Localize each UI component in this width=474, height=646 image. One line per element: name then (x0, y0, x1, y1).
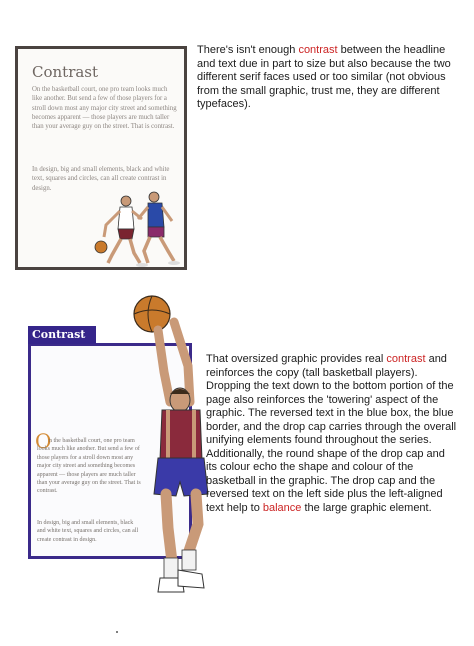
example1-body-paragraph-1: On the basketball court, one pro team looks much like another. But send a few of those players for a stroll down most any major city street and something becomes apparent — those players are much taller than your average guy on the street. That is contrast. (32, 86, 177, 131)
example2-caption (206, 353, 458, 515)
basketball-players-illustration (88, 189, 188, 269)
caption1-text-2: between the headline and text due in part to size but also because the two different serif faces used or too similar (not obvious from the small graphic, trust me, they are different typefaces). (197, 44, 451, 110)
drop-cap: O (35, 429, 52, 453)
caption2-highlight-balance: balance (262, 501, 302, 514)
example2-para1-text: n the basketball court, one pro team looks much like another. But send a few of those players for a stroll down most any major city street and something becomes apparent — those players are much taller than your average guy on the street. That is contrast. (37, 438, 141, 495)
caption1-highlight-contrast: contrast (298, 44, 338, 56)
caption2-highlight-contrast: contrast (386, 353, 426, 365)
speck (116, 631, 118, 633)
example1-card (15, 46, 187, 270)
example2-body-paragraph-2: In design, big and small elements, black and white text, squares and circles, can all create contrast in design. (37, 520, 139, 543)
example1-caption (197, 44, 459, 112)
example1-heading: Contrast (32, 63, 99, 81)
caption2-text-2: and reinforces the copy (tall basketball players). Dropping the text down to the bottom portion of the page also reinforces the 'towering' aspect of the graphic. The reversed text in the blue box, the blue border, and the drop cap carries through the overall unifying elements found throughout the series. Additionally, the round shape of the drop cap and its colour echo the shape and colour of the basketball in the graphic. The drop cap and the reversed text on the left side plus the left-aligned text help to (206, 353, 457, 514)
caption2-text-3: the large graphic element. (301, 501, 432, 514)
caption2-text-1: That oversized graphic provides real (206, 353, 387, 365)
caption1-text-1: There's isn't enough (197, 44, 299, 56)
example2-heading-box: Contrast (28, 326, 96, 344)
example1-body-paragraph-2: In design, big and small elements, black and white text, squares and circles, can all create contrast in design. (32, 166, 170, 192)
